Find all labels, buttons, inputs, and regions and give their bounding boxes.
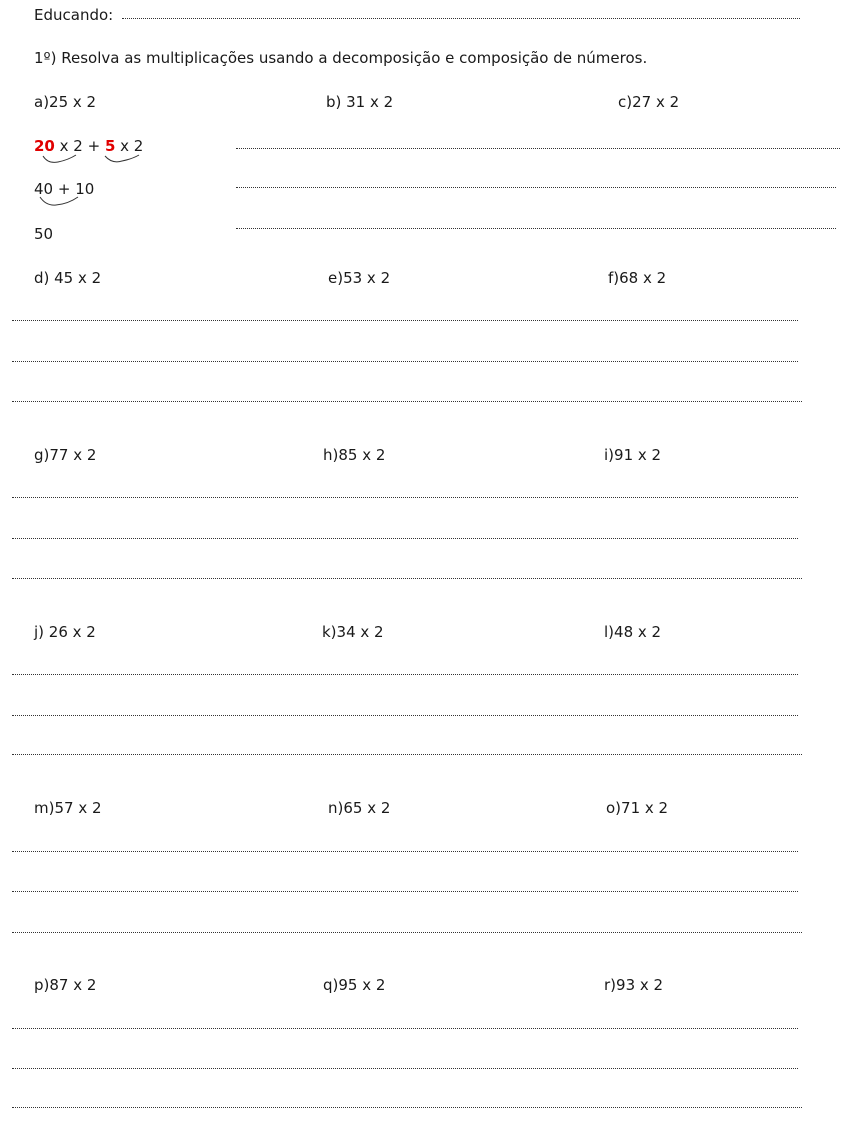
answer-line[interactable] — [12, 851, 798, 852]
problem-j: j) 26 x 2 — [34, 623, 96, 641]
answer-line[interactable] — [12, 674, 798, 675]
problem-e: e)53 x 2 — [328, 269, 391, 287]
example-units: 5 — [104, 137, 116, 155]
brace-icon — [38, 196, 88, 210]
problem-i: i)91 x 2 — [604, 446, 662, 464]
problem-p: p)87 x 2 — [34, 976, 97, 994]
problem-l: l)48 x 2 — [604, 623, 662, 641]
answer-line[interactable] — [12, 1107, 802, 1108]
answer-line[interactable] — [12, 538, 798, 539]
answer-line[interactable] — [12, 578, 802, 579]
problem-r: r)93 x 2 — [604, 976, 664, 994]
answer-line[interactable] — [12, 401, 802, 402]
problem-k: k)34 x 2 — [322, 623, 384, 641]
problem-d: d) 45 x 2 — [34, 269, 102, 287]
educando-label: Educando: — [34, 6, 114, 24]
brace-icon — [42, 154, 82, 166]
problem-a: a)25 x 2 — [34, 93, 97, 111]
answer-line[interactable] — [236, 228, 836, 229]
answer-line[interactable] — [12, 320, 798, 321]
example-line-3: 50 — [34, 225, 54, 243]
answer-line[interactable] — [12, 715, 798, 716]
problem-o: o)71 x 2 — [606, 799, 669, 817]
answer-line[interactable] — [236, 148, 840, 149]
example-line-2: 40 + 10 — [34, 180, 95, 198]
problem-c: c)27 x 2 — [618, 93, 680, 111]
answer-line[interactable] — [236, 187, 836, 188]
problem-n: n)65 x 2 — [328, 799, 391, 817]
problem-g: g)77 x 2 — [34, 446, 97, 464]
answer-line[interactable] — [12, 891, 798, 892]
answer-line[interactable] — [12, 754, 802, 755]
answer-line[interactable] — [12, 932, 802, 933]
problem-q: q)95 x 2 — [323, 976, 386, 994]
brace-icon — [104, 154, 144, 166]
example-line-1 — [34, 137, 143, 155]
answer-line[interactable] — [12, 1068, 798, 1069]
example-mult-2: x 2 — [115, 137, 144, 155]
problem-b: b) 31 x 2 — [326, 93, 394, 111]
problem-f: f)68 x 2 — [608, 269, 667, 287]
example-mult-1: x 2 + — [54, 137, 105, 155]
answer-line[interactable] — [12, 361, 798, 362]
answer-line[interactable] — [12, 1028, 798, 1029]
educando-name-line[interactable] — [122, 18, 800, 19]
problem-h: h)85 x 2 — [323, 446, 386, 464]
problem-m: m)57 x 2 — [34, 799, 102, 817]
answer-line[interactable] — [12, 497, 798, 498]
exercise-instruction: 1º) Resolva as multiplicações usando a decomposição e composição de números. — [34, 49, 648, 67]
example-tens: 20 — [34, 137, 55, 155]
